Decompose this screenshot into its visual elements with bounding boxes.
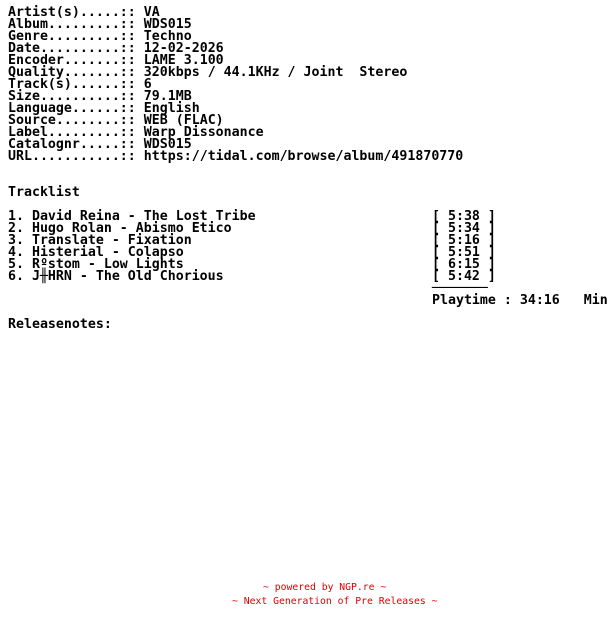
info-label: Genre.........:: — [8, 29, 136, 44]
info-value: VA — [143, 5, 160, 20]
release-info-block — [8, 7, 463, 163]
info-label: Size..........:: — [8, 89, 136, 104]
info-value-url: https://tidal.com/browse/album/491870770 — [143, 149, 464, 164]
info-value: WDS015 — [143, 137, 192, 152]
info-label: Label.........:: — [8, 125, 136, 140]
track-duration: [ 5:34 ] — [432, 221, 496, 236]
playtime-row — [8, 293, 608, 308]
info-value: WDS015 — [143, 17, 192, 32]
footer-powered-by: ~ powered by NGP.re ~ — [263, 582, 387, 593]
footer-tagline: ~ Next Generation of Pre Releases ~ — [232, 596, 438, 607]
info-label: Album.........:: — [8, 17, 136, 32]
info-value: English — [143, 101, 200, 116]
info-label: URL...........:: — [8, 149, 136, 164]
info-label: Artist(s).....:: — [8, 5, 136, 20]
track-title: 3. Translate - Fixation — [8, 233, 192, 248]
info-value: 79.1MB — [143, 89, 192, 104]
track-title: 1. David Reina - The Lost Tribe — [8, 209, 256, 224]
info-label: Language......:: — [8, 101, 136, 116]
releasenotes-heading-text: Releasenotes: — [8, 317, 112, 332]
track-duration: [ 6:15 ] — [432, 257, 496, 272]
tracklist — [8, 209, 608, 308]
playtime-text: Playtime : 34:16 Min — [432, 293, 608, 308]
info-label: Date..........:: — [8, 41, 136, 56]
tracklist-heading-text: Tracklist — [8, 185, 80, 200]
info-row-url — [8, 151, 463, 163]
info-label: Source........:: — [8, 113, 136, 128]
info-label: Catalognr.....:: — [8, 137, 136, 152]
info-value: LAME 3.100 — [143, 53, 224, 68]
track-title: 2. Hugo Rolan - Abismo Etico — [8, 221, 232, 236]
info-label: Quality.......:: — [8, 65, 136, 80]
track-duration: [ 5:16 ] — [432, 233, 496, 248]
info-label: Track(s)......:: — [8, 77, 136, 92]
info-value: Techno — [143, 29, 192, 44]
playtime-separator: ─────── — [432, 281, 488, 296]
info-value: WEB (FLAC) — [143, 113, 224, 128]
info-value: 6 — [143, 77, 152, 92]
info-value: 320kbps / 44.1KHz / Joint Stereo — [143, 65, 408, 80]
tracklist-heading — [8, 187, 463, 199]
nfo-document — [8, 5, 608, 332]
track-title: 6. J╫HRN - The Old Chorious — [8, 269, 224, 284]
track-title: 4. Histerial - Colapso — [8, 245, 184, 260]
track-duration: [ 5:51 ] — [432, 245, 496, 260]
track-duration: [ 5:42 ] — [432, 269, 496, 284]
track-row — [8, 269, 496, 284]
playtime-separator-row — [8, 281, 488, 296]
info-label: Encoder.......:: — [8, 53, 136, 68]
info-value: 12-02-2026 — [143, 41, 224, 56]
info-value: Warp Dissonance — [143, 125, 264, 140]
track-title: 5. Rºstom - Low Lights — [8, 257, 184, 272]
track-duration: [ 5:38 ] — [432, 209, 496, 224]
releasenotes-heading — [8, 319, 463, 331]
